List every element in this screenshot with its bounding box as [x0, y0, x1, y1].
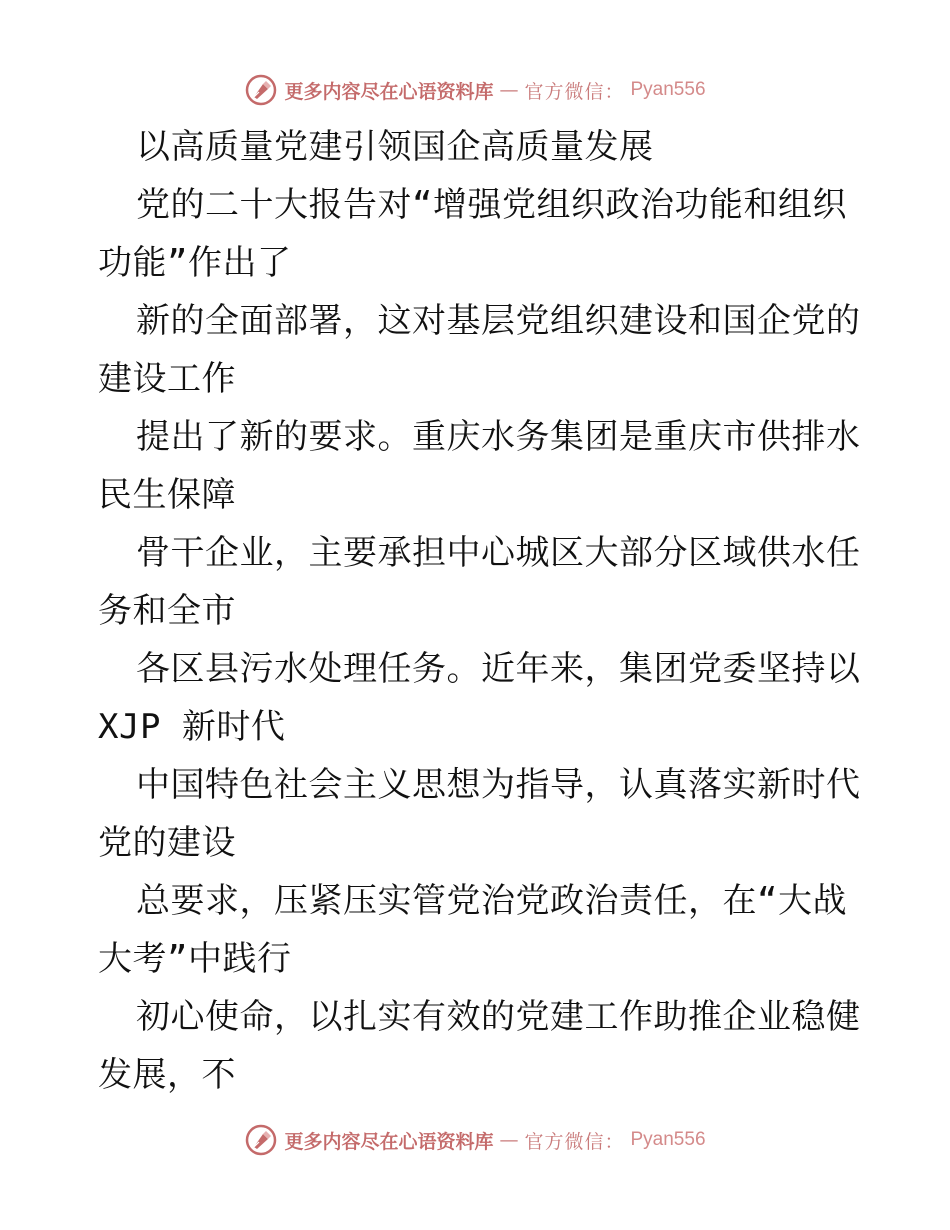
watermark-main-text: 更多内容尽在心语资料库: [284, 80, 494, 103]
doc-line: 发展，不: [98, 1055, 236, 1095]
footer-watermark: [0, 1120, 950, 1160]
watermark-separator: —: [499, 79, 519, 101]
doc-line: 骨干企业，主要承担中心城区大部分区域供水任: [136, 533, 861, 573]
doc-line: 提出了新的要求。重庆水务集团是重庆市供排水: [136, 417, 861, 457]
doc-line: 务和全市: [98, 591, 236, 631]
doc-line: 党的建设: [98, 823, 236, 863]
doc-line: 总要求，压紧压实管党治党政治责任，在“大战: [136, 881, 847, 921]
watermark-wechat-id: Pyan556: [630, 1129, 706, 1150]
doc-line: 党的二十大报告对“增强党组织政治功能和组织: [136, 185, 847, 225]
doc-line: 新的全面部署，这对基层党组织建设和国企党的: [136, 301, 861, 341]
doc-title-line: 以高质量党建引领国企高质量发展: [136, 127, 654, 167]
watermark-separator: —: [499, 1129, 519, 1151]
watermark-official-label: 官方微信：: [524, 80, 625, 103]
watermark-main-text: 更多内容尽在心语资料库: [284, 1130, 494, 1153]
doc-line: 大考”中践行: [98, 939, 292, 979]
pen-nib-logo-icon: [244, 1123, 278, 1157]
document-body: [98, 118, 861, 1104]
doc-line: 功能”作出了: [98, 243, 292, 283]
doc-line: 中国特色社会主义思想为指导，认真落实新时代: [136, 765, 861, 805]
doc-line: 各区县污水处理任务。近年来，集团党委坚持以: [136, 649, 861, 689]
watermark-official-label: 官方微信：: [524, 1130, 625, 1153]
pen-nib-logo-icon: [244, 73, 278, 107]
doc-line: XJP 新时代: [98, 707, 286, 747]
doc-line: 初心使命，以扎实有效的党建工作助推企业稳健: [136, 997, 861, 1037]
watermark-wechat-id: Pyan556: [630, 79, 706, 100]
doc-line: 建设工作: [98, 359, 236, 399]
doc-line: 民生保障: [98, 475, 236, 515]
header-watermark: [0, 70, 950, 110]
